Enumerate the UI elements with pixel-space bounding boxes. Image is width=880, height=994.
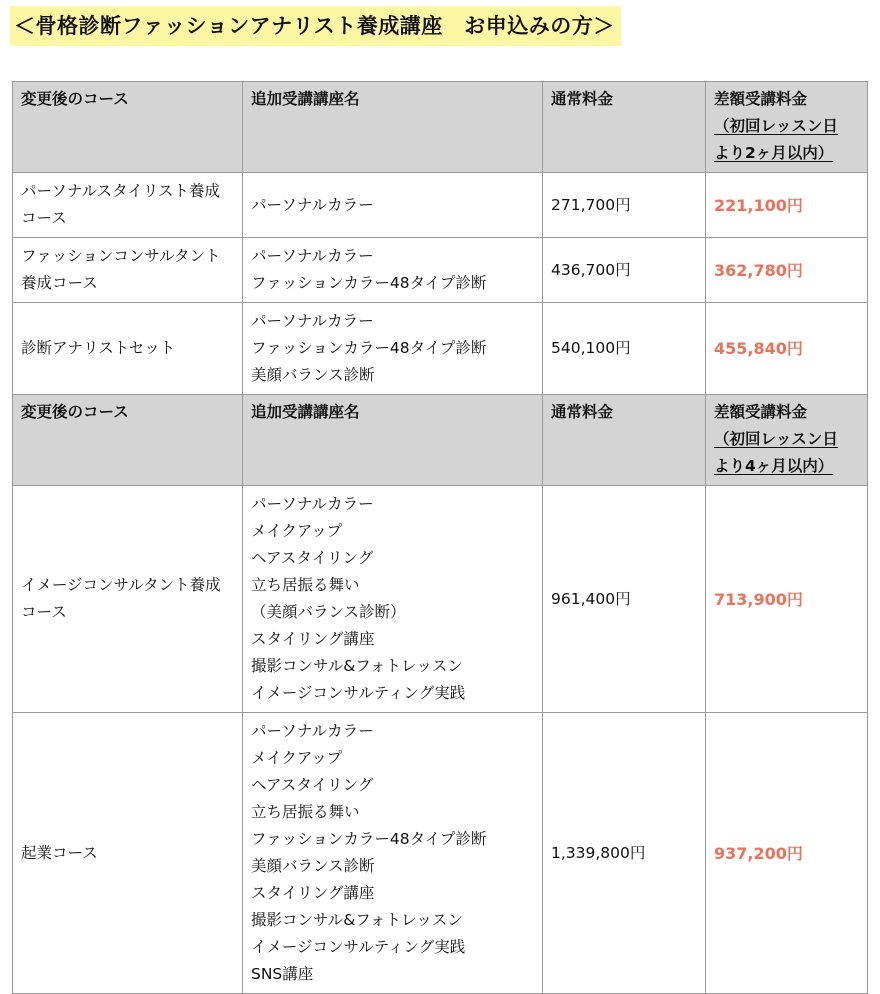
header-normal-price: 通常料金	[543, 395, 706, 486]
normal-price: 271,700円	[543, 173, 706, 238]
normal-price: 1,339,800円	[543, 713, 706, 994]
normal-price: 540,100円	[543, 303, 706, 395]
table-row	[13, 238, 868, 303]
lecture-item: イメージコンサルティング実践	[251, 684, 466, 702]
header-lectures: 追加受講講座名	[243, 395, 543, 486]
table-header-row	[13, 82, 868, 173]
lecture-item: メイクアップ	[251, 522, 343, 540]
lecture-item: 撮影コンサル&フォトレッスン	[251, 911, 463, 929]
lecture-item: ファッションカラー48タイプ診断	[251, 339, 487, 357]
header-diff-label: 差額受講料金	[714, 403, 808, 421]
lecture-list	[243, 303, 543, 395]
header-course: 変更後のコース	[13, 82, 243, 173]
diff-price: 455,840円	[706, 303, 868, 395]
lecture-item: イメージコンサルティング実践	[251, 938, 466, 956]
normal-price: 961,400円	[543, 486, 706, 713]
lecture-item: （美顔バランス診断）	[251, 603, 406, 621]
course-name: イメージコンサルタント養成コース	[13, 486, 243, 713]
lecture-item: スタイリング講座	[251, 884, 375, 902]
lecture-item: パーソナルカラー	[251, 495, 374, 513]
page-title: ＜骨格診断ファッションアナリスト養成講座 お申込みの方＞	[10, 6, 621, 46]
lecture-item: ヘアスタイリング	[251, 549, 374, 567]
table-row	[13, 173, 868, 238]
diff-price: 937,200円	[706, 713, 868, 994]
lecture-list	[243, 238, 543, 303]
course-name: ファッションコンサルタント養成コース	[13, 238, 243, 303]
lecture-item: ファッションカラー48タイプ診断	[251, 830, 487, 848]
lecture-list	[243, 173, 543, 238]
lecture-item: パーソナルカラー	[251, 247, 374, 265]
table-row	[13, 303, 868, 395]
header-diff-price	[706, 395, 868, 486]
lecture-list	[243, 486, 543, 713]
header-diff-note-1: （初回レッスン日	[714, 430, 838, 448]
lecture-item: ヘアスタイリング	[251, 776, 374, 794]
header-diff-note-2: より4ヶ月以内）	[714, 457, 834, 475]
header-diff-note-2: より2ヶ月以内）	[714, 144, 834, 162]
lecture-item: パーソナルカラー	[251, 312, 374, 330]
course-name: パーソナルスタイリスト養成コース	[13, 173, 243, 238]
lecture-item: 立ち居振る舞い	[251, 576, 360, 594]
header-normal-price: 通常料金	[543, 82, 706, 173]
normal-price: 436,700円	[543, 238, 706, 303]
lecture-item: 美顔バランス診断	[251, 857, 375, 875]
table-header-row	[13, 395, 868, 486]
diff-price: 713,900円	[706, 486, 868, 713]
diff-price: 221,100円	[706, 173, 868, 238]
header-diff-price	[706, 82, 868, 173]
header-diff-note-1: （初回レッスン日	[714, 117, 838, 135]
lecture-item: 撮影コンサル&フォトレッスン	[251, 657, 463, 675]
table-row	[13, 713, 868, 994]
lecture-item: 立ち居振る舞い	[251, 803, 360, 821]
lecture-item: メイクアップ	[251, 749, 343, 767]
lecture-item: SNS講座	[251, 965, 314, 983]
header-lectures: 追加受講講座名	[243, 82, 543, 173]
diff-price: 362,780円	[706, 238, 868, 303]
lecture-item: 美顔バランス診断	[251, 366, 375, 384]
header-course: 変更後のコース	[13, 395, 243, 486]
lecture-item: パーソナルカラー	[251, 722, 374, 740]
course-name: 起業コース	[13, 713, 243, 994]
course-name: 診断アナリストセット	[13, 303, 243, 395]
lecture-item: スタイリング講座	[251, 630, 375, 648]
lecture-item: パーソナルカラー	[251, 195, 374, 214]
price-table	[12, 81, 868, 994]
lecture-list	[243, 713, 543, 994]
header-diff-label: 差額受講料金	[714, 90, 808, 108]
table-row	[13, 486, 868, 713]
lecture-item: ファッションカラー48タイプ診断	[251, 274, 487, 292]
